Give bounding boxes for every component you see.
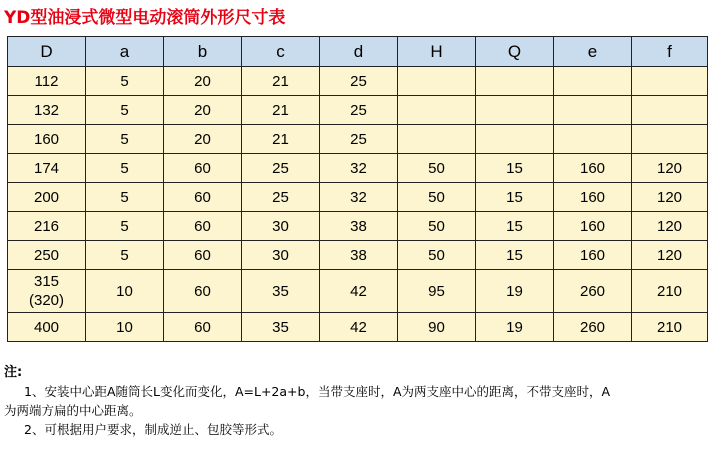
table-cell: 160 (554, 212, 632, 241)
table-cell: 210 (632, 313, 708, 342)
table-cell (554, 67, 632, 96)
table-cell: 32 (320, 183, 398, 212)
cell-d-alt: (320) (28, 292, 65, 309)
table-cell: 15 (476, 212, 554, 241)
table-cell: 50 (398, 212, 476, 241)
table-cell: 160 (554, 154, 632, 183)
table-cell (632, 96, 708, 125)
table-cell: 10 (86, 270, 164, 313)
table-cell: 5 (86, 241, 164, 270)
table-cell: 260 (554, 270, 632, 313)
table-cell: 60 (164, 270, 242, 313)
table-cell: 5 (86, 212, 164, 241)
table-header-row (8, 37, 708, 67)
table-cell: 19 (476, 313, 554, 342)
table-cell (476, 125, 554, 154)
table-row (8, 67, 708, 96)
table-cell: 5 (86, 96, 164, 125)
header-f: f (632, 37, 708, 67)
table-cell: 21 (242, 67, 320, 96)
table-cell: 120 (632, 183, 708, 212)
table-cell: 32 (320, 154, 398, 183)
table-cell: 200 (8, 183, 86, 212)
table-cell: 50 (398, 241, 476, 270)
table-cell: 38 (320, 241, 398, 270)
header-c: c (242, 37, 320, 67)
header-D: D (8, 37, 86, 67)
table-cell: 5 (86, 67, 164, 96)
table-cell (398, 96, 476, 125)
header-H: H (398, 37, 476, 67)
note-1-continued: 为两端方扁的中心距离。 (4, 403, 142, 418)
header-b: b (164, 37, 242, 67)
table-cell: 25 (320, 67, 398, 96)
cell-d-main: 315 (33, 273, 60, 290)
table-cell: 35 (242, 270, 320, 313)
table-cell: 400 (8, 313, 86, 342)
table-cell (476, 96, 554, 125)
table-cell: 160 (554, 241, 632, 270)
table-row (8, 96, 708, 125)
table-cell: 25 (242, 154, 320, 183)
table-cell: 160 (554, 183, 632, 212)
table-cell: 5 (86, 183, 164, 212)
table-cell: 60 (164, 313, 242, 342)
table-cell: 60 (164, 212, 242, 241)
table-cell: 15 (476, 183, 554, 212)
table-cell: 112 (8, 67, 86, 96)
notes-label: 注: (4, 365, 23, 380)
table-cell (554, 125, 632, 154)
table-cell: 21 (242, 96, 320, 125)
table-cell: 42 (320, 313, 398, 342)
notes-section (4, 363, 714, 439)
table-cell: 10 (86, 313, 164, 342)
table-cell: 25 (320, 96, 398, 125)
table-row (8, 241, 708, 270)
table-cell: 25 (242, 183, 320, 212)
table-cell: 25 (320, 125, 398, 154)
table-cell: 132 (8, 96, 86, 125)
table-cell: 20 (164, 96, 242, 125)
table-cell: 120 (632, 154, 708, 183)
table-cell (632, 67, 708, 96)
table-cell (632, 125, 708, 154)
table-cell: 5 (86, 125, 164, 154)
table-cell: 60 (164, 183, 242, 212)
table-cell: 50 (398, 154, 476, 183)
table-row (8, 125, 708, 154)
table-cell: 5 (86, 154, 164, 183)
table-cell: 95 (398, 270, 476, 313)
table-cell: 20 (164, 125, 242, 154)
table-cell-315 (8, 270, 86, 313)
table-cell (398, 125, 476, 154)
header-d: d (320, 37, 398, 67)
table-cell: 90 (398, 313, 476, 342)
table-cell: 216 (8, 212, 86, 241)
table-cell: 260 (554, 313, 632, 342)
table-cell: 60 (164, 241, 242, 270)
table-cell (554, 96, 632, 125)
table-cell: 210 (632, 270, 708, 313)
note-2: 2、可根据用户要求，制成逆止、包胶等形式。 (24, 422, 282, 437)
note-1: 1、安装中心距A随筒长L变化而变化，A=L+2a+b，当带支座时，A为两支座中心的距离，不带支座时，A (24, 384, 611, 399)
table-cell: 35 (242, 313, 320, 342)
table-cell (476, 67, 554, 96)
table-cell: 160 (8, 125, 86, 154)
table-cell: 15 (476, 154, 554, 183)
table-row (8, 154, 708, 183)
table-cell: 174 (8, 154, 86, 183)
table-cell: 50 (398, 183, 476, 212)
table-cell: 20 (164, 67, 242, 96)
table-row (8, 270, 708, 313)
table-cell: 42 (320, 270, 398, 313)
table-cell: 120 (632, 212, 708, 241)
table-row (8, 313, 708, 342)
table-cell: 30 (242, 241, 320, 270)
page-title: YD型油浸式微型电动滚筒外形尺寸表 (4, 8, 286, 28)
header-a: a (86, 37, 164, 67)
header-Q: Q (476, 37, 554, 67)
table-cell: 21 (242, 125, 320, 154)
table-cell: 250 (8, 241, 86, 270)
table-cell: 15 (476, 241, 554, 270)
table-row (8, 183, 708, 212)
table-cell: 60 (164, 154, 242, 183)
table-cell: 38 (320, 212, 398, 241)
header-e: e (554, 37, 632, 67)
table-cell: 30 (242, 212, 320, 241)
table-cell: 19 (476, 270, 554, 313)
table-cell (398, 67, 476, 96)
table-row (8, 212, 708, 241)
dimension-table (7, 36, 708, 342)
table-cell: 120 (632, 241, 708, 270)
